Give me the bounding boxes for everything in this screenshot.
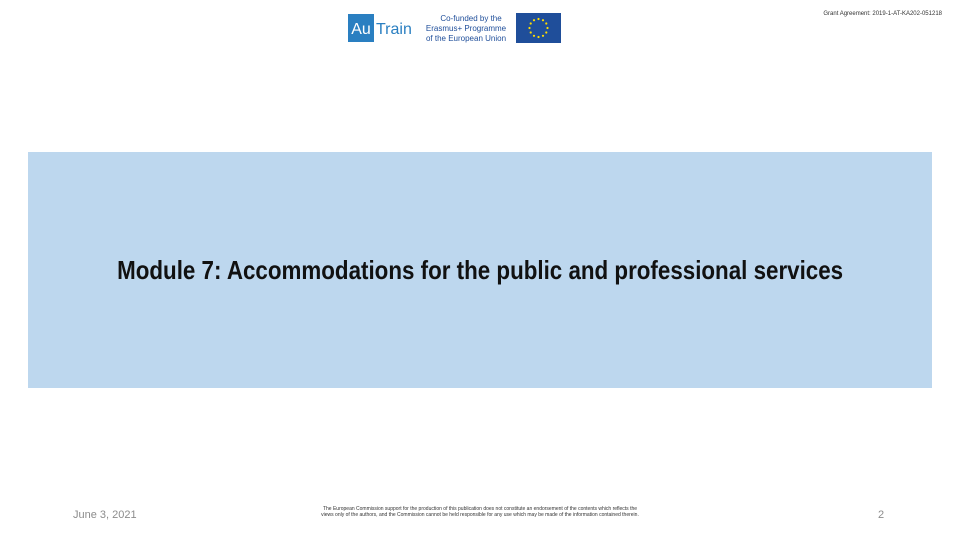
eu-star: [537, 18, 539, 20]
eu-star: [542, 35, 544, 37]
footer-disclaimer: The European Commission support for the production of this publication does not constitute an endorsement of the contents which reflects the views only of the authors, and the Commission cannot be held responsible for any use which may be made of the information contained therein.: [321, 506, 639, 518]
eu-star: [533, 19, 535, 21]
eu-star: [530, 22, 532, 24]
eu-star: [530, 31, 532, 33]
brand-au-text: Au: [351, 21, 371, 38]
title-box: [28, 152, 932, 388]
slide-title: Module 7: Accommodations for the public and professional services: [116, 254, 843, 285]
grant-agreement: Grant Agreement: 2019-1-AT-KA202-051218: [823, 11, 942, 17]
page-number: 2: [878, 509, 885, 521]
cofunded-line-1: Co-funded by the: [440, 14, 502, 23]
eu-star: [546, 27, 548, 29]
eu-star: [542, 19, 544, 21]
eu-star: [545, 22, 547, 24]
logo-svg: [346, 10, 564, 46]
eu-star: [545, 31, 547, 33]
autrain-erasmus-logo: [346, 10, 564, 46]
cofunded-line-2: Erasmus+ Programme: [425, 24, 507, 33]
eu-star: [528, 27, 530, 29]
eu-star: [533, 35, 535, 37]
cofunded-line-3: of the European Union: [425, 34, 507, 43]
footer-date: June 3, 2021: [73, 509, 137, 521]
brand-train-text: Train: [376, 21, 412, 38]
eu-star: [537, 36, 539, 38]
eu-flag-icon: [516, 13, 561, 43]
